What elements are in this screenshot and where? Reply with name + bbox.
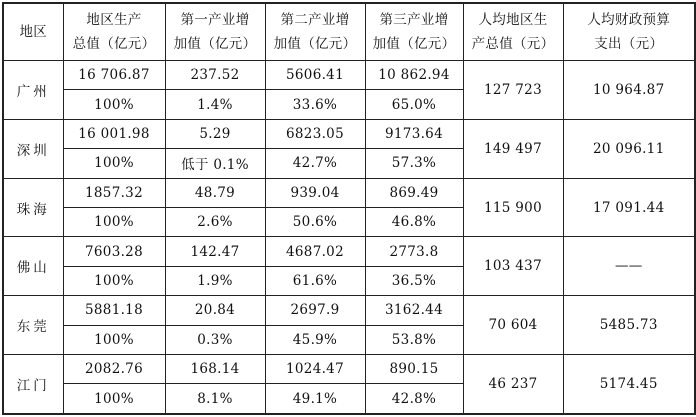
gdp-per-capita-value: 115 900 bbox=[463, 178, 563, 237]
secondary-value: 5606.41 bbox=[265, 61, 365, 90]
gdp-value: 16 706.87 bbox=[63, 61, 165, 90]
header-budget-per-capita: 人均财政预算 支出（元） bbox=[563, 3, 695, 61]
budget-per-capita-value: —— bbox=[563, 237, 695, 296]
header-gdp: 地区生产 总值（亿元） bbox=[63, 3, 165, 61]
statistics-table bbox=[2, 2, 696, 415]
header-row bbox=[3, 3, 695, 61]
header-region: 地区 bbox=[3, 3, 63, 61]
region-cell bbox=[3, 119, 63, 178]
region-label: 东莞 bbox=[16, 319, 50, 336]
tertiary-percent: 53.8% bbox=[365, 325, 463, 354]
gdp-value: 16 001.98 bbox=[63, 119, 165, 148]
tertiary-percent: 65.0% bbox=[365, 90, 463, 119]
table-row-values bbox=[3, 61, 695, 90]
primary-percent: 1.9% bbox=[165, 266, 265, 295]
header-gdp-per-capita: 人均地区生 产总值（元） bbox=[463, 3, 563, 61]
tertiary-percent: 46.8% bbox=[365, 208, 463, 237]
region-label: 珠海 bbox=[16, 201, 50, 218]
secondary-value: 1024.47 bbox=[265, 355, 365, 384]
table-header bbox=[3, 3, 695, 61]
table-row-values bbox=[3, 119, 695, 148]
gdp-percent: 100% bbox=[63, 384, 165, 414]
primary-percent: 8.1% bbox=[165, 384, 265, 414]
gdp-percent: 100% bbox=[63, 90, 165, 119]
tertiary-percent: 57.3% bbox=[365, 149, 463, 178]
secondary-value: 2697.9 bbox=[265, 296, 365, 325]
table-row-values bbox=[3, 178, 695, 207]
budget-per-capita-value: 17 091.44 bbox=[563, 178, 695, 237]
gdp-percent: 100% bbox=[63, 208, 165, 237]
secondary-percent: 42.7% bbox=[265, 149, 365, 178]
tertiary-value: 3162.44 bbox=[365, 296, 463, 325]
budget-per-capita-value: 5174.45 bbox=[563, 355, 695, 414]
gdp-percent: 100% bbox=[63, 325, 165, 354]
gdp-value: 2082.76 bbox=[63, 355, 165, 384]
table-row-values bbox=[3, 237, 695, 266]
primary-percent: 低于 0.1% bbox=[165, 149, 265, 178]
primary-percent: 0.3% bbox=[165, 325, 265, 354]
secondary-value: 4687.02 bbox=[265, 237, 365, 266]
region-label: 广州 bbox=[16, 83, 50, 100]
primary-value: 142.47 bbox=[165, 237, 265, 266]
secondary-percent: 50.6% bbox=[265, 208, 365, 237]
tertiary-value: 869.49 bbox=[365, 178, 463, 207]
primary-value: 48.79 bbox=[165, 178, 265, 207]
tertiary-value: 9173.64 bbox=[365, 119, 463, 148]
region-cell bbox=[3, 237, 63, 296]
budget-per-capita-value: 20 096.11 bbox=[563, 119, 695, 178]
gdp-value: 5881.18 bbox=[63, 296, 165, 325]
gdp-percent: 100% bbox=[63, 266, 165, 295]
primary-value: 5.29 bbox=[165, 119, 265, 148]
region-cell bbox=[3, 61, 63, 120]
tertiary-value: 890.15 bbox=[365, 355, 463, 384]
gdp-value: 1857.32 bbox=[63, 178, 165, 207]
gdp-value: 7603.28 bbox=[63, 237, 165, 266]
budget-per-capita-value: 10 964.87 bbox=[563, 61, 695, 120]
region-cell bbox=[3, 178, 63, 237]
gdp-per-capita-value: 103 437 bbox=[463, 237, 563, 296]
secondary-value: 6823.05 bbox=[265, 119, 365, 148]
table-row-values bbox=[3, 355, 695, 384]
secondary-percent: 45.9% bbox=[265, 325, 365, 354]
region-label: 佛山 bbox=[16, 260, 50, 277]
secondary-value: 939.04 bbox=[265, 178, 365, 207]
header-secondary-industry: 第二产业增 加值（亿元） bbox=[265, 3, 365, 61]
secondary-percent: 49.1% bbox=[265, 384, 365, 414]
region-cell bbox=[3, 296, 63, 355]
secondary-percent: 61.6% bbox=[265, 266, 365, 295]
primary-percent: 2.6% bbox=[165, 208, 265, 237]
tertiary-percent: 36.5% bbox=[365, 266, 463, 295]
primary-value: 237.52 bbox=[165, 61, 265, 90]
table-body bbox=[3, 61, 695, 415]
header-primary-industry: 第一产业增 加值（亿元） bbox=[165, 3, 265, 61]
secondary-percent: 33.6% bbox=[265, 90, 365, 119]
gdp-per-capita-value: 70 604 bbox=[463, 296, 563, 355]
header-tertiary-industry: 第三产业增 加值（亿元） bbox=[365, 3, 463, 61]
tertiary-percent: 42.8% bbox=[365, 384, 463, 414]
primary-value: 20.84 bbox=[165, 296, 265, 325]
gdp-per-capita-value: 46 237 bbox=[463, 355, 563, 414]
region-label: 江门 bbox=[16, 378, 50, 395]
primary-value: 168.14 bbox=[165, 355, 265, 384]
region-cell bbox=[3, 355, 63, 414]
tertiary-value: 2773.8 bbox=[365, 237, 463, 266]
gdp-percent: 100% bbox=[63, 149, 165, 178]
gdp-per-capita-value: 149 497 bbox=[463, 119, 563, 178]
budget-per-capita-value: 5485.73 bbox=[563, 296, 695, 355]
primary-percent: 1.4% bbox=[165, 90, 265, 119]
gdp-per-capita-value: 127 723 bbox=[463, 61, 563, 120]
table-row-values bbox=[3, 296, 695, 325]
tertiary-value: 10 862.94 bbox=[365, 61, 463, 90]
region-label: 深圳 bbox=[16, 142, 50, 159]
